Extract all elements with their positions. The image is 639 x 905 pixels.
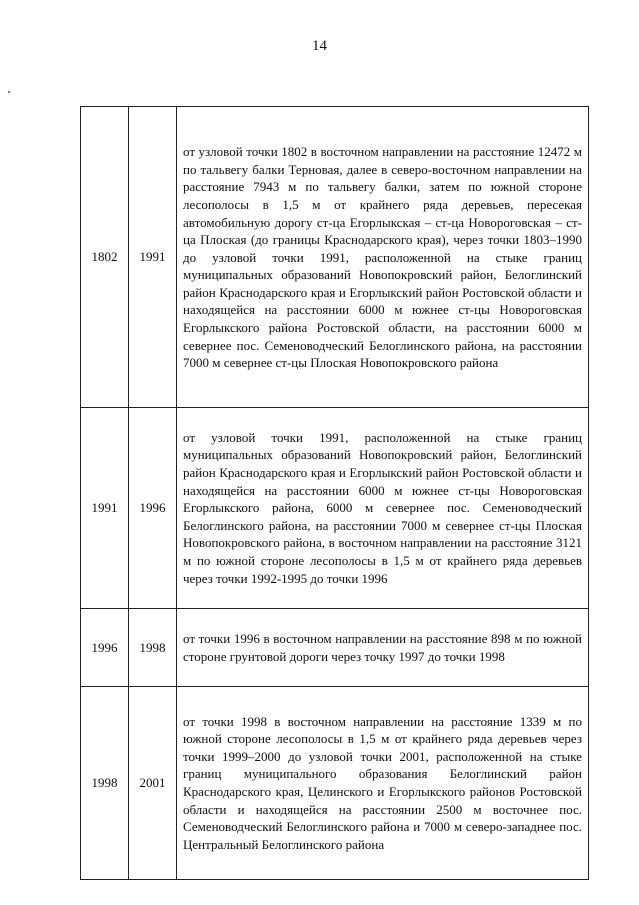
- table-row: [81, 687, 589, 880]
- to-point-cell: 2001: [129, 687, 177, 880]
- to-point-cell: 1996: [129, 408, 177, 609]
- from-point-cell: 1996: [81, 609, 129, 687]
- table-row: [81, 107, 589, 408]
- description-cell: от точки 1996 в восточном направлении на расстояние 898 м по южной стороне грунтовой дороги через точку 1997 до точки 1998: [177, 609, 589, 687]
- boundary-description-table: [80, 106, 589, 880]
- description-cell: от точки 1998 в восточном направлении на расстояние 1339 м по южной стороне лесополосы в 1,5 м от крайнего ряда деревьев через точки 1999–2000 до узловой точки 2001, расположенной на стыке границ муниципального образования Белоглинский район Краснодарского края, Целинского и Егорлыкского районов Ростовской области и находящейся на расстоянии 2500 м восточнее пос. Семеноводческий Белоглинского района и 7000 м северо-западнее пос. Центральный Белоглинского района: [177, 687, 589, 880]
- to-point-cell: 1991: [129, 107, 177, 408]
- to-point-cell: 1998: [129, 609, 177, 687]
- description-cell: от узловой точки 1991, расположенной на стыке границ муниципальных образований Новопокровский район, Белоглинский район Краснодарского края и Егорлыкский район Ростовской области и находящейся на расстоянии 6000 м южнее ст-цы Новороговская Егорлыкского района, 6000 м севернее пос. Семеноводческий Белоглинского района, на расстоянии 7000 м севернее ст-цы Плоская Новопокровского района, в восточном направлении на расстояние 3121 м по южной стороне лесополосы в 1,5 м от крайнего ряда деревьев через точки 1992-1995 до точки 1996: [177, 408, 589, 609]
- description-cell: от узловой точки 1802 в восточном направлении на расстояние 12472 м по тальвегу балки Терновая, далее в северо-восточном направлении на расстояние 7943 м по тальвегу балки, затем по южной стороне лесополосы в 1,5 м от крайнего ряда деревьев, пересекая автомобильную дорогу ст-ца Егорлыкская – ст-ца Новороговская – ст-ца Плоская (до границы Краснодарского края), через точки 1803–1990 до узловой точки 1991, расположенной на стыке границ муниципальных образований Новопокровский район, Белоглинский район Краснодарского края и Егорлыкский район Ростовской области и находящейся на расстоянии 6000 м южнее ст-цы Новороговская Егорлыкского района Ростовской области, на расстоянии 6000 м севернее пос. Семеноводческий Белоглинского района, на расстоянии 7000 м севернее ст-цы Плоская Новопокровского района: [177, 107, 589, 408]
- from-point-cell: 1991: [81, 408, 129, 609]
- table-row: [81, 408, 589, 609]
- table-row: [81, 609, 589, 687]
- scan-speck: [8, 91, 10, 93]
- from-point-cell: 1802: [81, 107, 129, 408]
- from-point-cell: 1998: [81, 687, 129, 880]
- page-number: 14: [312, 38, 327, 54]
